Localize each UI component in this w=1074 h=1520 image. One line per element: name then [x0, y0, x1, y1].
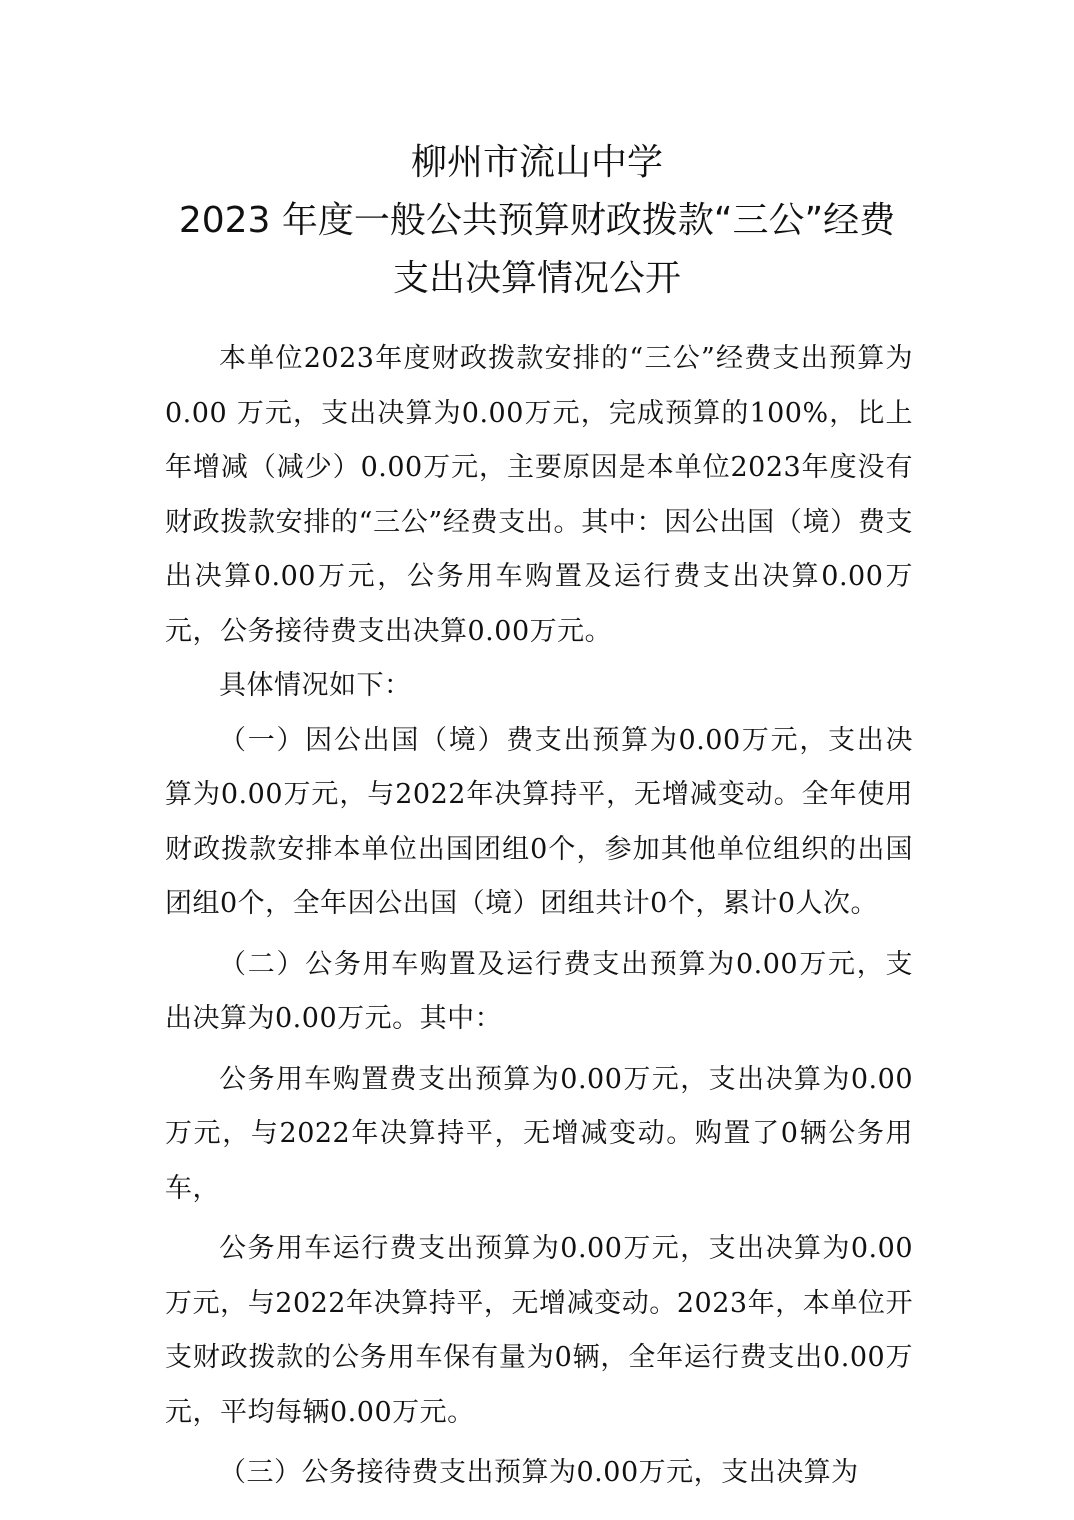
- paragraph-vehicle-purchase: 公务用车购置费支出预算为0.00万元，支出决算为0.00万元，与2022年决算持平，无增减变动。购置了0辆公务用车，: [165, 1063, 913, 1204]
- title-line-2: 2023 年度一般公共预算财政拨款“三公”经费: [178, 200, 896, 241]
- title-line-3: 支出决算情况公开: [392, 258, 681, 299]
- document-title: [0, 134, 1074, 308]
- paragraph-details-intro: 具体情况如下：: [219, 670, 412, 701]
- document-body: [165, 332, 913, 1501]
- title-line-1: 柳州市流山中学: [410, 142, 663, 183]
- paragraph-official-vehicles: （二）公务用车购置及运行费支出预算为0.00万元，支出决算为0.00万元。其中：: [165, 948, 913, 1034]
- paragraph-vehicle-operation: 公务用车运行费支出预算为0.00万元，支出决算为0.00万元，与2022年决算持平，无增减变动。2023年，本单位开支财政拨款的公务用车保有量为0辆，全年运行费支出0.00万元，平均每辆0.00万元。: [165, 1233, 913, 1428]
- paragraph-reception: （三）公务接待费支出预算为0.00万元，支出决算为: [219, 1457, 859, 1488]
- paragraph-summary: 本单位2023年度财政拨款安排的“三公”经费支出预算为0.00 万元，支出决算为0.00万元，完成预算的100%，比上年增减（减少）0.00万元，主要原因是本单位2023年度没有财政拨款安排的“三公”经费支出。其中：因公出国（境）费支出决算0.00万元，公务用车购置及运行费支出决算0.00万元，公务接待费支出决算0.00万元。: [165, 343, 913, 647]
- paragraph-overseas-travel: （一）因公出国（境）费支出预算为0.00万元，支出决算为0.00万元，与2022年决算持平，无增减变动。全年使用财政拨款安排本单位出国团组0个，参加其他单位组织的出国团组0个，全年因公出国（境）团组共计0个，累计0人次。: [165, 724, 913, 919]
